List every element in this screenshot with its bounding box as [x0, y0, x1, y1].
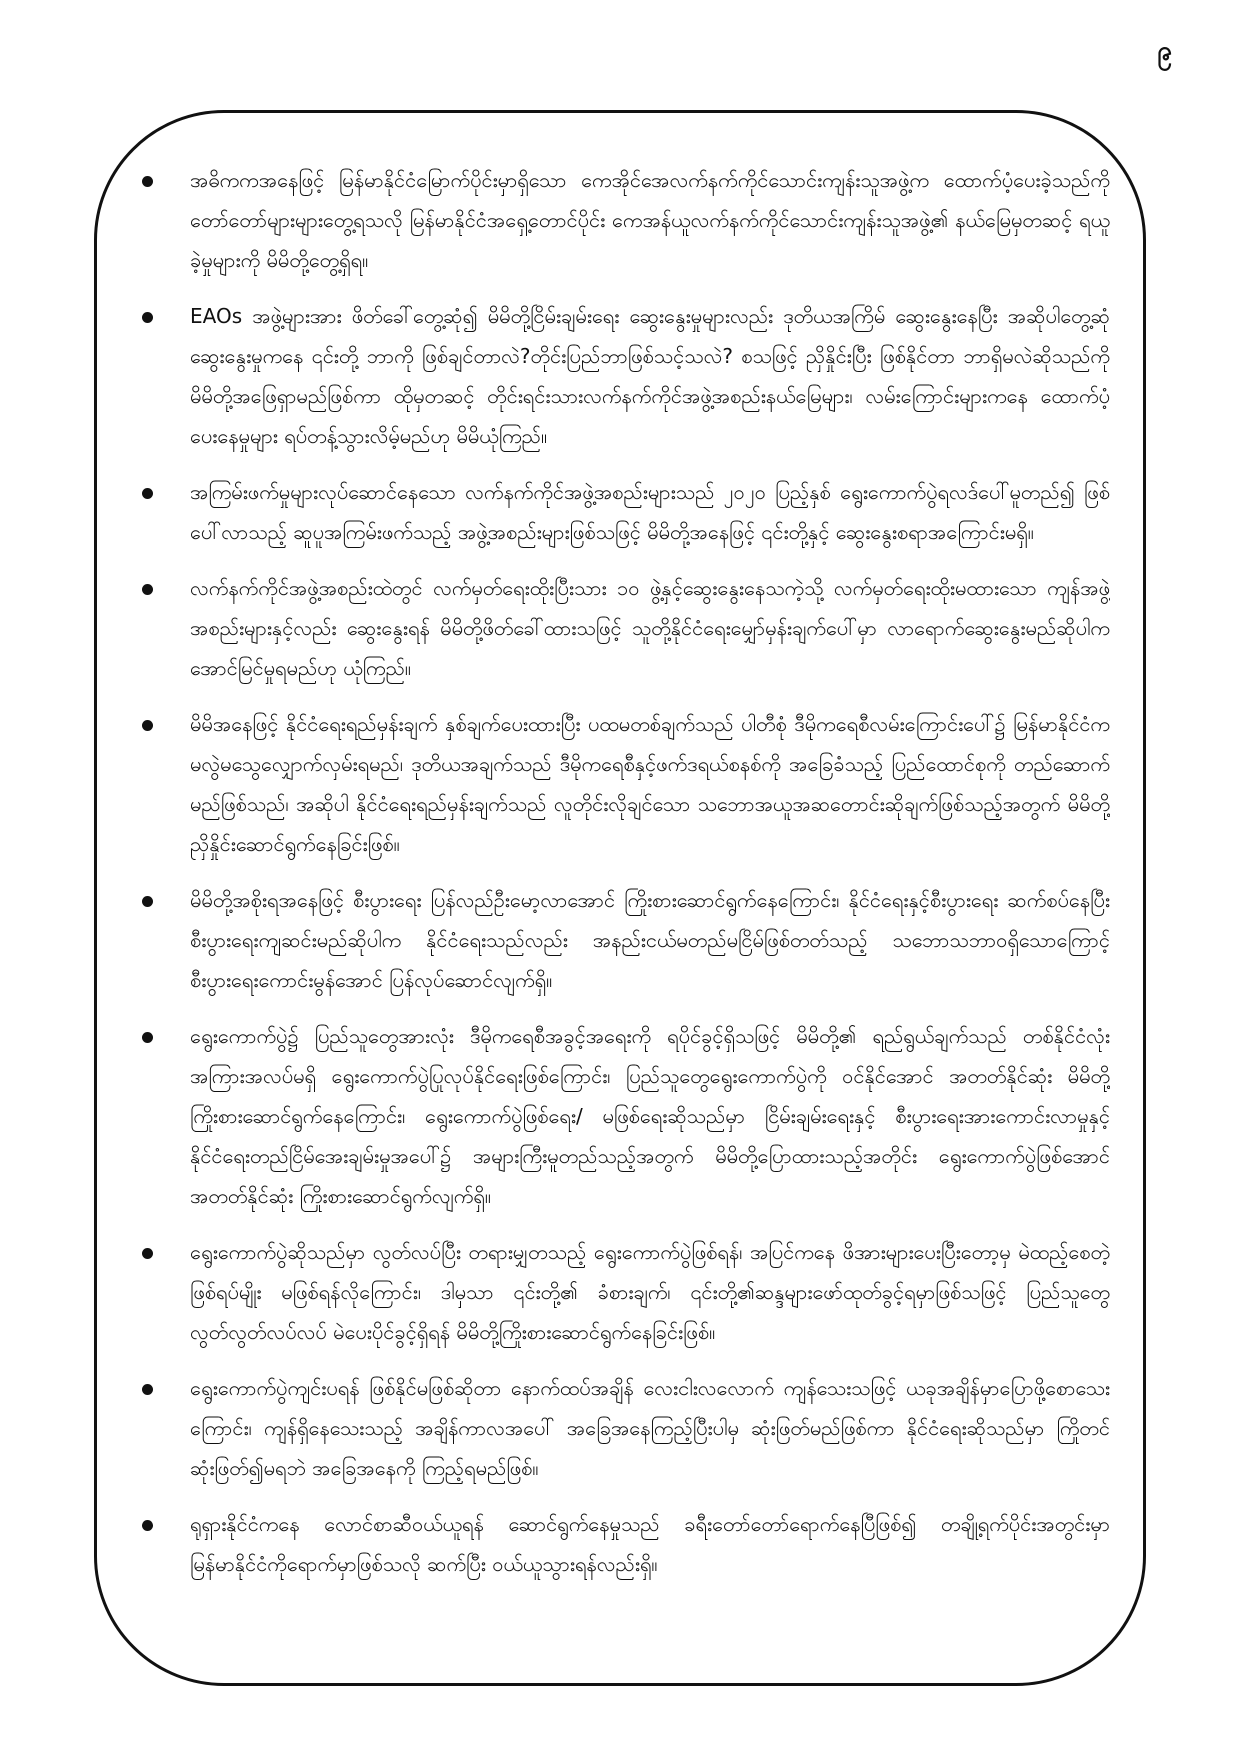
bullet-dot-icon: [142, 896, 153, 907]
bullet-item: [130, 1232, 1110, 1352]
bullet-text: ရွေးကောက်ပွဲကျင်းပရန် ဖြစ်နိုင်မဖြစ်ဆိုတာ နောက်ထပ်အချိန် လေးငါးလလောက် ကျန်သေးသဖြင့် ယခုအချိန်မှာပြောဖို့စောသေးကြောင်း၊ ကျန်ရှိနေသေးသည့် အချိန်ကာလအပေါ် အခြေအနေကြည့်ပြီးပါမှ ဆုံးဖြတ်မည်ဖြစ်ကာ နိုင်ငံရေးဆိုသည်မှာ ကြိုတင်ဆုံးဖြတ်၍မရဘဲ အခြေအနေကို ကြည့်ရမည်ဖြစ်။: [190, 1376, 1110, 1480]
bullet-item: [130, 1368, 1110, 1488]
bullet-text: EAOs အဖွဲ့များအား ဖိတ်ခေါ်တွေ့ဆုံ၍ မိမိတို့ငြိမ်းချမ်းရေး ဆွေးနွေးမှုများလည်း ဒုတိယအကြိမ် ဆွေးနွေးနေပြီး အဆိုပါတွေ့ဆုံဆွေးနွေးမှုကနေ ၎င်းတို့ ဘာကို ဖြစ်ချင်တာလဲ?တိုင်းပြည်ဘာဖြစ်သင့်သလဲ? စသဖြင့် ညှိနှိုင်းပြီး ဖြစ်နိုင်တာ ဘာရှိမလဲဆိုသည်ကို မိမိတို့အဖြေရှာမည်ဖြစ်ကာ ထိုမှတဆင့် တိုင်းရင်းသားလက်နက်ကိုင်အဖွဲ့အစည်းနယ်မြေများ၊ လမ်းကြောင်းများကနေ ထောက်ပံ့ပေးနေမှုများ ရပ်တန့်သွားလိမ့်မည်ဟု မိမိယုံကြည်။: [190, 304, 1110, 448]
bullet-dot-icon: [142, 1032, 153, 1043]
bullet-text: ရွေးကောက်ပွဲဆိုသည်မှာ လွတ်လပ်ပြီး တရားမျှတသည့် ရွေးကောက်ပွဲဖြစ်ရန်၊ အပြင်ကနေ ဖိအားများပေးပြီးတော့မှ မဲထည့်စေတဲ့ဖြစ်ရပ်မျိုး မဖြစ်ရန်လိုကြောင်း၊ ဒါမှသာ ၎င်းတို့၏ ခံစားချက်၊ ၎င်းတို့၏ဆန္ဒများဖော်ထုတ်ခွင့်ရမှာဖြစ်သဖြင့် ပြည်သူတွေ လွတ်လွတ်လပ်လပ် မဲပေးပိုင်ခွင့်ရှိရန် မိမိတို့ကြိုးစားဆောင်ရွက်နေခြင်းဖြစ်။: [190, 1240, 1110, 1344]
bullet-dot-icon: [142, 584, 153, 595]
page-number: ၉: [1157, 36, 1172, 66]
bullet-item: [130, 704, 1110, 864]
bullet-item: [130, 1016, 1110, 1216]
bullet-dot-icon: [142, 1520, 153, 1531]
bullet-dot-icon: [142, 176, 153, 187]
bullet-text: လက်နက်ကိုင်အဖွဲ့အစည်းထဲတွင် လက်မှတ်ရေးထိုးပြီးသား ၁၀ ဖွဲ့နှင့်ဆွေးနွေးနေသကဲ့သို့ လက်မှတ်ရေးထိုးမထားသော ကျန်အဖွဲ့အစည်းများနှင့်လည်း ဆွေးနွေးရန် မိမိတို့ဖိတ်ခေါ်ထားသဖြင့် သူတို့နိုင်ငံရေးမျှော်မှန်းချက်ပေါ်မှာ လာရောက်ဆွေးနွေးမည်ဆိုပါက အောင်မြင်မှုရမည်ဟု ယုံကြည်။: [190, 576, 1110, 680]
bullet-list: [130, 160, 1110, 1584]
bullet-item: [130, 1504, 1110, 1584]
bullet-text: ရွေးကောက်ပွဲ၌ ပြည်သူတွေအားလုံး ဒီမိုကရေစီအခွင့်အရေးကို ရပိုင်ခွင့်ရှိသဖြင့် မိမိတို့၏ ရည်ရွယ်ချက်သည် တစ်နိုင်ငံလုံး အကြားအလပ်မရှိ ရွေးကောက်ပွဲပြုလုပ်နိုင်ရေးဖြစ်ကြောင်း၊ ပြည်သူတွေရွေးကောက်ပွဲကို ဝင်နိုင်အောင် အတတ်နိုင်ဆုံး မိမိတို့ကြိုးစားဆောင်ရွက်နေကြောင်း၊ ရွေးကောက်ပွဲဖြစ်ရေး/ မဖြစ်ရေးဆိုသည်မှာ ငြိမ်းချမ်းရေးနှင့် စီးပွားရေးအားကောင်းလာမှုနှင့် နိုင်ငံရေးတည်ငြိမ်အေးချမ်းမှုအပေါ်၌ အများကြီးမူတည်သည့်အတွက် မိမိတို့ပြောထားသည့်အတိုင်း ရွေးကောက်ပွဲဖြစ်အောင် အတတ်နိုင်ဆုံး ကြိုးစားဆောင်ရွက်လျက်ရှိ။: [190, 1024, 1110, 1208]
bullet-item: [130, 160, 1110, 280]
content-area: [130, 160, 1110, 1660]
bullet-dot-icon: [142, 312, 153, 323]
bullet-text: အဓိကကအနေဖြင့် မြန်မာနိုင်ငံမြောက်ပိုင်းမှာရှိသော ကေအိုင်အေလက်နက်ကိုင်သောင်းကျန်းသူအဖွဲ့က ထောက်ပံ့ပေးခဲ့သည်ကို တော်တော်များများတွေ့ရသလို မြန်မာနိုင်ငံအရှေ့တောင်ပိုင်း ကေအန်ယူလက်နက်ကိုင်သောင်းကျန်းသူအဖွဲ့၏ နယ်မြေမှတဆင့် ရယူခဲ့မှုများကို မိမိတို့တွေ့ရှိရ။: [190, 168, 1110, 272]
bullet-dot-icon: [142, 720, 153, 731]
bullet-item: [130, 296, 1110, 456]
bullet-item: [130, 568, 1110, 688]
bullet-text: ရုရှားနိုင်ငံကနေ လောင်စာဆီဝယ်ယူရန် ဆောင်ရွက်နေမှုသည် ခရီးတော်တော်ရောက်နေပြီဖြစ်၍ တချို့ရက်ပိုင်းအတွင်းမှာ မြန်မာနိုင်ငံကိုရောက်မှာဖြစ်သလို ဆက်ပြီး ဝယ်ယူသွားရန်လည်းရှိ။: [190, 1512, 1110, 1576]
bullet-dot-icon: [142, 488, 153, 499]
bullet-text: မိမိတို့အစိုးရအနေဖြင့် စီးပွားရေး ပြန်လည်ဦးမော့လာအောင် ကြိုးစားဆောင်ရွက်နေကြောင်း၊ နိုင်ငံရေးနှင့်စီးပွားရေး ဆက်စပ်နေပြီး စီးပွားရေးကျဆင်းမည်ဆိုပါက နိုင်ငံရေးသည်လည်း အနည်းငယ်မတည်မငြိမ်ဖြစ်တတ်သည့် သဘောသဘာဝရှိသောကြောင့် စီးပွားရေးကောင်းမွန်အောင် ပြန်လုပ်ဆောင်လျက်ရှိ။: [190, 888, 1110, 992]
bullet-dot-icon: [142, 1248, 153, 1259]
bullet-dot-icon: [142, 1384, 153, 1395]
bullet-item: [130, 880, 1110, 1000]
bullet-text: မိမိအနေဖြင့် နိုင်ငံရေးရည်မှန်းချက် နှစ်ချက်ပေးထားပြီး ပထမတစ်ချက်သည် ပါတီစုံ ဒီမိုကရေစီလမ်းကြောင်းပေါ်၌ မြန်မာနိုင်ငံက မလွဲမသွေလျှောက်လှမ်းရမည်၊ ဒုတိယအချက်သည် ဒီမိုကရေစီနှင့်ဖက်ဒရယ်စနစ်ကို အခြေခံသည့် ပြည်ထောင်စုကို တည်ဆောက်မည်ဖြစ်သည်၊ အဆိုပါ နိုင်ငံရေးရည်မှန်းချက်သည် လူတိုင်းလိုချင်သော သဘောအယူအဆတောင်းဆိုချက်ဖြစ်သည့်အတွက် မိမိတို့ညှိနှိုင်းဆောင်ရွက်နေခြင်းဖြစ်။: [190, 712, 1110, 856]
bullet-text: အကြမ်းဖက်မှုများလုပ်ဆောင်နေသော လက်နက်ကိုင်အဖွဲ့အစည်းများသည် ၂၀၂၀ ပြည့်နှစ် ရွေးကောက်ပွဲရလဒ်ပေါ်မူတည်၍ ဖြစ်ပေါ်လာသည့် ဆူပူအကြမ်းဖက်သည့် အဖွဲ့အစည်းများဖြစ်သဖြင့် မိမိတို့အနေဖြင့် ၎င်းတို့နှင့် ဆွေးနွေးစရာအကြောင်းမရှိ။: [190, 480, 1110, 544]
bullet-item: [130, 472, 1110, 552]
